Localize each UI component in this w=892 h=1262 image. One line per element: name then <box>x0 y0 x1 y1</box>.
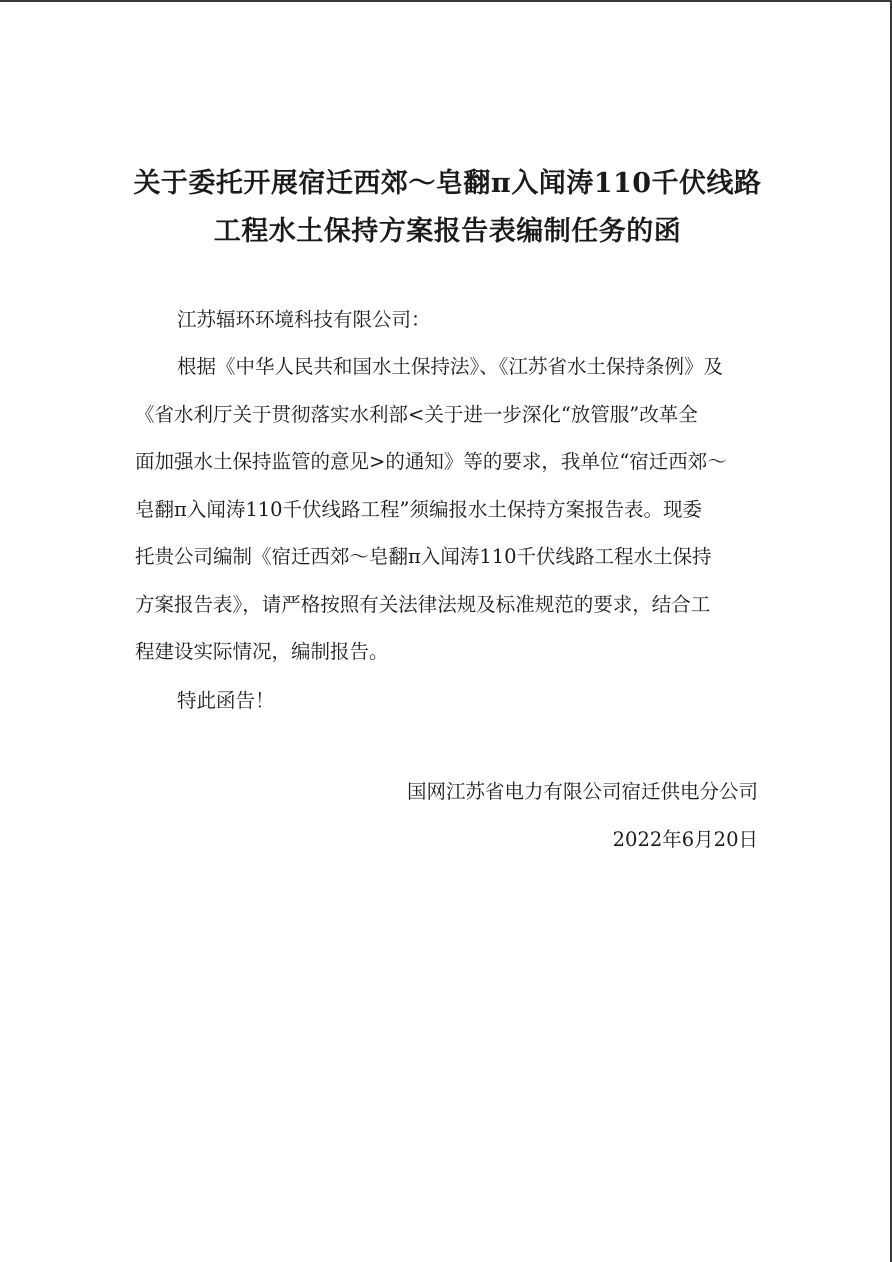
body-line-2: 《省水利厅关于贯彻落实水利部<关于进一步深化“放管服”改革全 <box>135 402 698 426</box>
body-line-3: 面加强水土保持监管的意见>的通知》等的要求，我单位“宿迁西郊～ <box>135 450 727 473</box>
signing-organization: 国网江苏省电力有限公司宿迁供电分公司 <box>406 780 758 803</box>
closing-remark: 特此函告！ <box>177 689 275 712</box>
body-line-1: 根据《中华人民共和国水土保持法》、《江苏省水土保持条例》及 <box>177 355 724 378</box>
body-line-4: 皂翻π入闻涛110千伏线路工程”须编报水土保持方案报告表。现委 <box>135 497 703 521</box>
page-top-border <box>0 0 892 2</box>
body-line-5: 托贵公司编制《宿迁西郊～皂翻π入闻涛110千伏线路工程水土保持 <box>135 545 712 568</box>
body-paragraph <box>135 343 760 676</box>
signing-date: 2022年6月20日 <box>612 827 758 851</box>
title-line-2: 工程水土保持方案报告表编制任务的函 <box>213 216 682 247</box>
salutation: 江苏辐环环境科技有限公司： <box>177 308 431 331</box>
signature-block <box>407 768 758 863</box>
document-title <box>110 160 785 256</box>
title-line-1: 关于委托开展宿迁西郊～皂翻π入闻涛110千伏线路 <box>133 168 762 199</box>
body-line-7: 程建设实际情况，编制报告。 <box>135 640 389 663</box>
body-line-6: 方案报告表》，请严格按照有关法律法规及标准规范的要求，结合工 <box>135 592 711 616</box>
